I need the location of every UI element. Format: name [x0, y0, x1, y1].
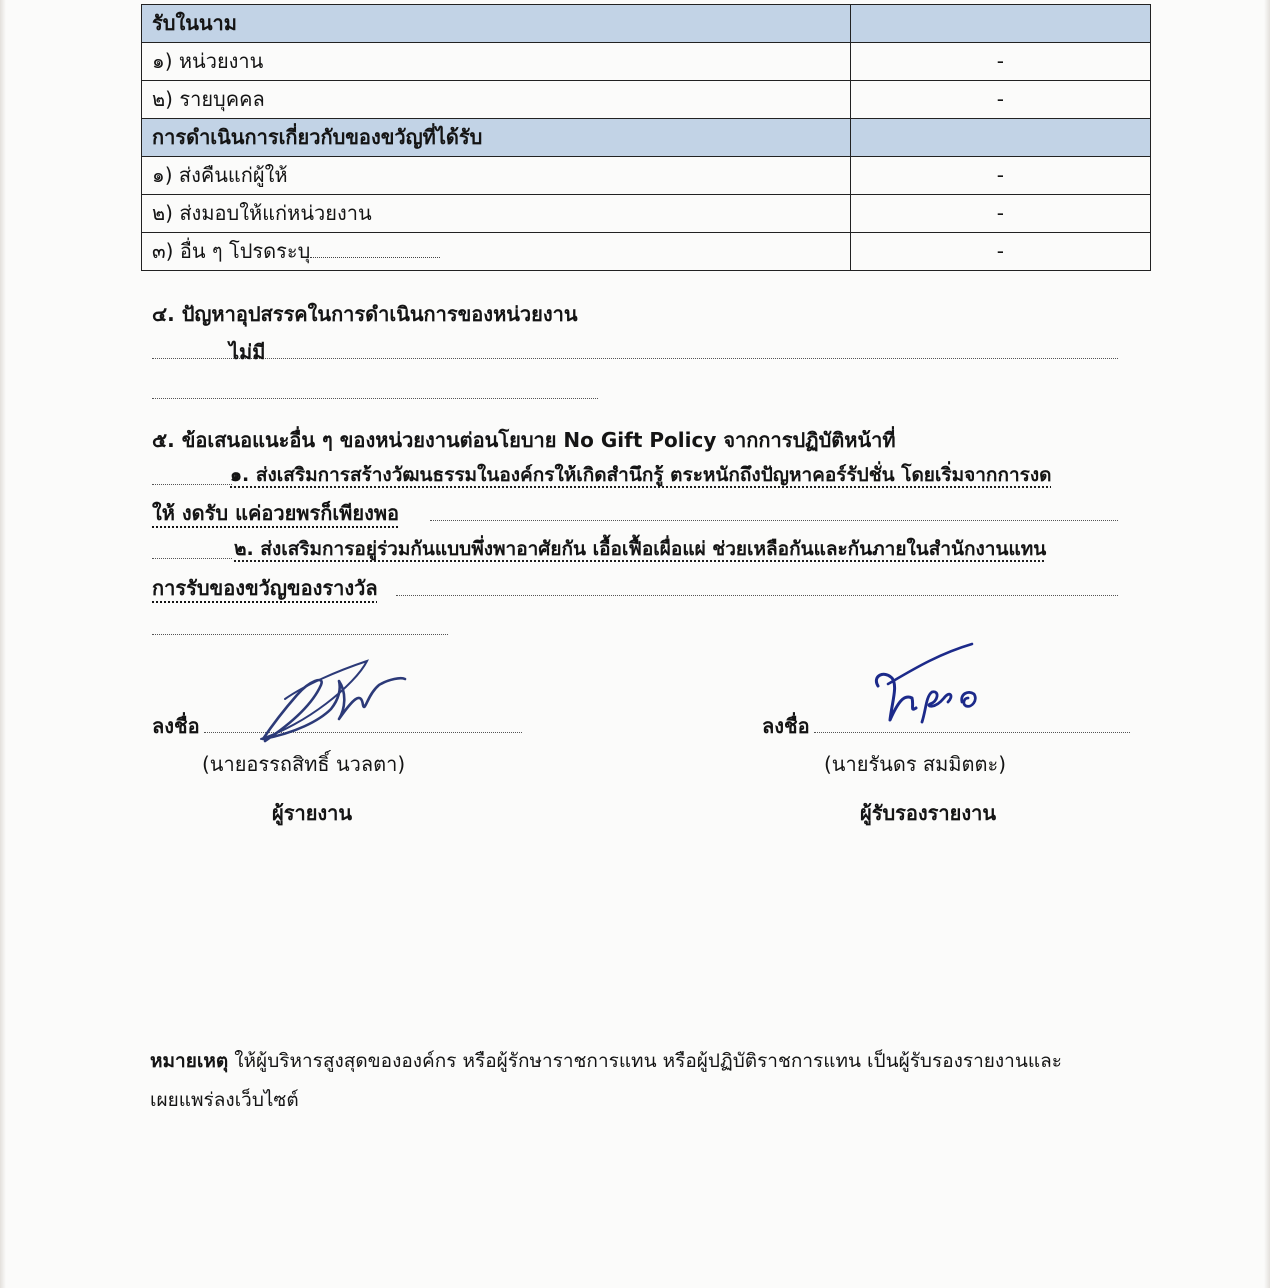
- certifier-role: ผู้รับรองรายงาน: [860, 801, 997, 825]
- table-section-heading: [142, 5, 1151, 43]
- row-value: -: [850, 43, 1150, 81]
- dotted-line: [152, 336, 1118, 359]
- row-label: ๓) อื่น ๆ โปรดระบุ: [152, 239, 311, 263]
- gift-table: [141, 4, 1151, 271]
- row-value: -: [850, 233, 1150, 271]
- dotted-line: [152, 612, 448, 635]
- dotted-line: [152, 462, 232, 485]
- table-row: [142, 195, 1151, 233]
- signature-right-image: [868, 640, 993, 728]
- section4-title: ๔. ปัญหาอุปสรรคในการดำเนินการของหน่วยงาน: [152, 302, 578, 326]
- signature-left-image: [255, 655, 410, 747]
- heading-value-cell: [850, 5, 1150, 43]
- row-label: ๑) ส่งคืนแก่ผู้ให้: [142, 157, 851, 195]
- note-line2: เผยแพร่ลงเว็บไซต์: [150, 1089, 299, 1111]
- row-value: -: [850, 157, 1150, 195]
- section-heading-receive-as: รับในนาม: [142, 5, 851, 43]
- row-label-other: [142, 233, 851, 271]
- table-section-heading: [142, 119, 1151, 157]
- row-label: ๒) ส่งมอบให้แก่หน่วยงาน: [142, 195, 851, 233]
- section-heading-gift-handling: การดำเนินการเกี่ยวกับของขวัญที่ได้รับ: [142, 119, 851, 157]
- row-value: -: [850, 195, 1150, 233]
- section4-answer: ไม่มี: [229, 340, 266, 364]
- dotted-line: [396, 573, 1118, 596]
- table-row: [142, 233, 1151, 271]
- note-text: ให้ผู้บริหารสูงสุดขององค์กร หรือผู้รักษาราชการแทน หรือผู้ปฏิบัติราชการแทน เป็นผู้รับรองรายงานและ: [228, 1050, 1062, 1072]
- row-label: ๒) รายบุคคล: [142, 81, 851, 119]
- row-value: -: [850, 81, 1150, 119]
- note-label: หมายเหตุ: [150, 1050, 229, 1072]
- table-row: [142, 43, 1151, 81]
- section5-title: ๕. ข้อเสนอแนะอื่น ๆ ของหน่วยงานต่อนโยบาย No Gift Policy จากการปฏิบัติหน้าที่: [152, 428, 896, 452]
- row-label: ๑) หน่วยงาน: [142, 43, 851, 81]
- reporter-name: (นายอรรถสิทธิ์ นวลตา): [202, 752, 406, 776]
- dotted-line: [152, 376, 598, 399]
- table-row: [142, 157, 1151, 195]
- dotted-line: [152, 536, 232, 559]
- heading-value-cell: [850, 119, 1150, 157]
- dotted-line: [430, 498, 1118, 521]
- fill-in-dots: [310, 233, 440, 258]
- certifier-name: (นายรันดร สมมิตตะ): [824, 752, 1007, 776]
- page-edge-right: [1264, 0, 1270, 1288]
- note-line1: [150, 1046, 1062, 1076]
- section5-item2-line2: การรับของขวัญของรางวัล: [152, 576, 378, 600]
- section5-item1-line2: ให้ งดรับ แค่อวยพรก็เพียงพอ: [152, 501, 400, 525]
- sign-label-right: ลงชื่อ: [762, 714, 810, 738]
- section5-item1-line1: ๑. ส่งเสริมการสร้างวัฒนธรรมในองค์กรให้เกิดสำนึกรู้ ตระหนักถึงปัญหาคอร์รัปชั่น โดยเริ่มจากการงด: [230, 464, 1052, 486]
- table-row: [142, 81, 1151, 119]
- reporter-role: ผู้รายงาน: [272, 801, 353, 825]
- sign-label-left: ลงชื่อ: [152, 714, 200, 738]
- section5-item2-line1: ๒. ส่งเสริมการอยู่ร่วมกันแบบพึ่งพาอาศัยกัน เอื้อเฟื้อเผื่อแผ่ ช่วยเหลือกันและกันภายในสำนักงานแทน: [234, 538, 1047, 560]
- page-edge-left: [0, 0, 6, 1288]
